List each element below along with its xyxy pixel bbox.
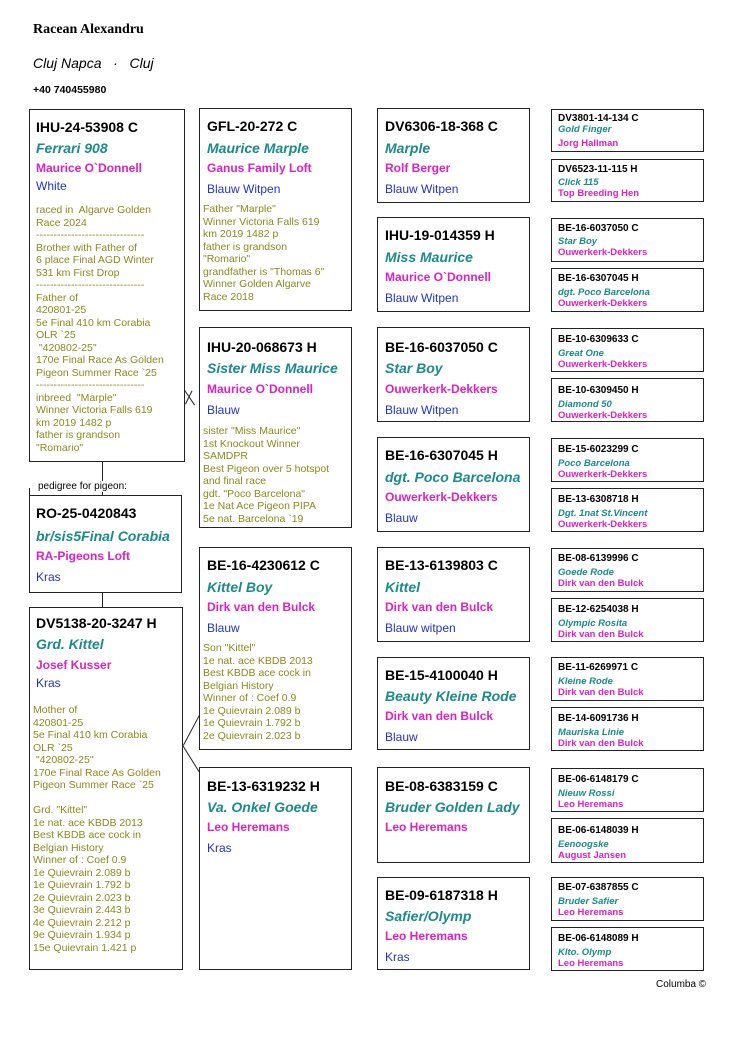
- pigeon-color: Blauw: [207, 403, 240, 417]
- ring-number: GFL-20-272 C: [207, 118, 298, 134]
- gen5-card[interactable]: [551, 218, 704, 262]
- ring-number: BE-10-6309450 H: [558, 385, 639, 396]
- pigeon-color: Kras: [36, 570, 61, 584]
- pigeon-notes: Son "Kittel" 1e nat. ace KBDB 2013 Best KBDB ace cock in Belgian History Winner of : Coef 0.9 1e Quievrain 2.089 b 1e Quievrain 1.792 b 2e Quievrain 2.023 b: [203, 642, 313, 742]
- breeder-name: Ouwerkerk-Dekkers: [558, 519, 648, 530]
- ring-number: DV6523-11-115 H: [558, 164, 638, 175]
- breeder-name: Maurice O`Donnell: [207, 382, 314, 396]
- pigeon-name: dgt. Poco Barcelona: [558, 287, 650, 298]
- breeder-name: Leo Heremans: [385, 929, 468, 943]
- ring-number: BE-11-6269971 C: [558, 662, 639, 673]
- great-grandparent-card[interactable]: [377, 547, 530, 642]
- breeder-name: Leo Heremans: [207, 820, 290, 834]
- gen5-card[interactable]: [551, 548, 704, 592]
- ring-number: BE-08-6139996 C: [558, 553, 639, 564]
- breeder-name: Leo Heremans: [385, 820, 468, 834]
- ring-number: BE-10-6309633 C: [558, 334, 639, 345]
- pigeon-notes: Father "Marple" Winner Victoria Falls 619 km 2019 1482 p father is grandson "Romario" grandfather is "Thomas 6" Winner Golden Algarve Race 2018: [203, 203, 325, 303]
- pigeon-color: Kras: [385, 950, 410, 964]
- gen5-card[interactable]: [551, 109, 704, 152]
- pigeon-color: Blauw: [385, 730, 418, 744]
- great-grandparent-card[interactable]: [377, 877, 530, 970]
- great-grandparent-card[interactable]: [377, 657, 530, 750]
- breeder-name: Dirk van den Bulck: [385, 709, 494, 723]
- ring-number: BE-13-6319232 H: [207, 778, 320, 794]
- pigeon-name: Dgt. 1nat St.Vincent: [558, 508, 648, 519]
- pigeon-color: Blauw Witpen: [385, 291, 459, 305]
- gen5-card[interactable]: [551, 657, 704, 701]
- ring-number: BE-13-6139803 C: [385, 557, 498, 573]
- ring-number: BE-06-6148179 C: [558, 774, 639, 785]
- pigeon-name: Bruder Golden Lady: [385, 799, 520, 815]
- pigeon-name: Beauty Kleine Rode: [385, 688, 517, 704]
- ring-number: BE-14-6091736 H: [558, 713, 639, 724]
- ring-number: IHU-20-068673 H: [207, 339, 317, 355]
- ring-number: DV5138-20-3247 H: [36, 615, 157, 631]
- breeder-name: Ouwerkerk-Dekkers: [558, 359, 648, 370]
- pigeon-name: Star Boy: [558, 236, 598, 247]
- grandsire-card[interactable]: [199, 108, 352, 311]
- pigeon-notes: raced in Algarve Golden Race 2024 ------------------------------- Brother with Father of 6 place Final AGD Winter 531 km First Drop ------------------------------- Father of 420801-25 5e Final 410 km Corabia OLR `25 "420802-25" 170e Final Race As Golden Pigeon Summer Race `25 ------------------------------- inbreed "Marple" Winner Victoria Falls 619 km 2019 1482 p father is grandson "Romario": [36, 204, 164, 454]
- owner-location: Cluj Napca · Cluj: [33, 55, 154, 71]
- breeder-name: RA-Pigeons Loft: [36, 549, 130, 563]
- pedigree-label: pedigree for pigeon:: [38, 481, 127, 492]
- sire-card[interactable]: [29, 109, 185, 462]
- breeder-name: Ouwerkerk-Dekkers: [385, 490, 498, 504]
- breeder-name: Maurice O`Donnell: [385, 270, 492, 284]
- breeder-name: Ouwerkerk-Dekkers: [558, 410, 648, 421]
- breeder-name: Leo Heremans: [558, 907, 624, 918]
- breeder-name: Jorg Hallman: [558, 138, 619, 149]
- pigeon-name: Safier/Olymp: [385, 908, 472, 924]
- gen5-card[interactable]: [551, 268, 704, 312]
- ring-number: BE-08-6383159 C: [385, 778, 498, 794]
- pigeon-color: White: [36, 179, 67, 193]
- breeder-name: Dirk van den Bulck: [558, 578, 644, 589]
- ring-number: BE-16-6307045 H: [558, 273, 639, 284]
- pigeon-name: Eenoogske: [558, 839, 609, 850]
- ring-number: BE-12-6254038 H: [558, 604, 639, 615]
- ring-number: DV3801-14-134 C: [558, 113, 639, 124]
- breeder-name: August Jansen: [558, 850, 627, 861]
- breeder-name: Top Breeding Hen: [558, 188, 640, 199]
- owner-phone: +40 740455980: [33, 84, 107, 96]
- breeder-name: Rolf Berger: [385, 161, 451, 175]
- ring-number: BE-15-4100040 H: [385, 667, 498, 683]
- breeder-name: Ouwerkerk-Dekkers: [558, 247, 648, 258]
- ring-number: RO-25-0420843: [36, 505, 137, 521]
- dam-card[interactable]: [29, 607, 183, 970]
- subject-card[interactable]: [29, 495, 182, 593]
- pigeon-name: Kittel: [385, 579, 420, 595]
- ring-number: BE-09-6187318 H: [385, 887, 498, 903]
- breeder-name: Dirk van den Bulck: [558, 629, 644, 640]
- ring-number: BE-07-6387855 C: [558, 882, 639, 893]
- gen5-card[interactable]: [551, 598, 704, 642]
- pigeon-color: Blauw: [385, 511, 418, 525]
- pigeon-name: Poco Barcelona: [558, 458, 630, 469]
- gen5-card[interactable]: [551, 927, 704, 971]
- pigeon-color: Kras: [207, 841, 232, 855]
- gen5-card[interactable]: [551, 877, 704, 921]
- pigeon-name: Diamond 50: [558, 399, 612, 410]
- pigeon-name: Bruder Safier: [558, 896, 619, 907]
- granddam-card[interactable]: [199, 327, 352, 528]
- pigeon-name: Sister Miss Maurice: [207, 360, 338, 376]
- footer-credit: Columba ©: [656, 979, 707, 990]
- pigeon-color: Kras: [36, 676, 61, 690]
- owner-name: Racean Alexandru: [33, 22, 144, 37]
- breeder-name: Dirk van den Bulck: [558, 738, 644, 749]
- breeder-name: Josef Kusser: [36, 658, 112, 672]
- pigeon-name: Ferrari 908: [36, 140, 108, 156]
- pigeon-name: Click 115: [558, 177, 599, 188]
- great-grandparent-card[interactable]: [377, 108, 530, 203]
- gen5-card[interactable]: [551, 328, 704, 372]
- breeder-name: Ouwerkerk-Dekkers: [558, 298, 648, 309]
- ring-number: BE-16-4230612 C: [207, 557, 320, 573]
- great-grandparent-card[interactable]: [377, 437, 530, 532]
- pigeon-name: Miss Maurice: [385, 249, 473, 265]
- pigeon-color: Blauw witpen: [385, 621, 456, 635]
- granddam-card[interactable]: [199, 767, 352, 970]
- pigeon-notes: sister "Miss Maurice" 1st Knockout Winner SAMDPR Best Pigeon over 5 hotspot and final race gdt. "Poco Barcelona" 1e Nat Ace Pigeon PIPA 5e nat. Barcelona `19: [203, 425, 330, 525]
- pigeon-color: Blauw Witpen: [207, 182, 281, 196]
- breeder-name: Ouwerkerk-Dekkers: [558, 469, 648, 480]
- pigeon-name: Nieuw Rossi: [558, 788, 615, 799]
- gen5-card[interactable]: [551, 768, 704, 812]
- pigeon-notes: Mother of 420801-25 5e Final 410 km Corabia OLR `25 "420802-25" 170e Final Race As Golden Pigeon Summer Race `25 Grd. "Kittel" 1e nat. ace KBDB 2013 Best KBDB ace cock in Belgian History Winner of : Coef 0.9 1e Quievrain 2.089 b 1e Quievrain 1.792 b 2e Quievrain 2.023 b 3e Quievrain 2.443 b 4e Quievrain 2.212 p 9e Quievrain 1.934 p 15e Quievrain 1.421 p: [33, 704, 161, 954]
- breeder-name: Ganus Family Loft: [207, 161, 312, 175]
- pigeon-name: Marple: [385, 140, 431, 156]
- pigeon-name: Great One: [558, 348, 604, 359]
- breeder-name: Leo Heremans: [558, 958, 624, 969]
- grandsire-card[interactable]: [199, 547, 352, 750]
- gen5-card[interactable]: [551, 378, 704, 422]
- breeder-name: Dirk van den Bulck: [558, 687, 644, 698]
- breeder-name: Ouwerkerk-Dekkers: [385, 382, 498, 396]
- pigeon-name: Grd. Kittel: [36, 636, 104, 652]
- pigeon-name: Goede Rode: [558, 567, 614, 578]
- gen5-card[interactable]: [551, 438, 704, 482]
- gen5-card[interactable]: [551, 159, 704, 202]
- pigeon-color: Blauw Witpen: [385, 403, 459, 417]
- ring-number: IHU-19-014359 H: [385, 227, 495, 243]
- ring-number: BE-16-6037050 C: [385, 339, 498, 355]
- great-grandparent-card[interactable]: [377, 327, 530, 422]
- pigeon-color: Blauw: [207, 621, 240, 635]
- pigeon-name: Kittel Boy: [207, 579, 273, 595]
- ring-number: BE-13-6308718 H: [558, 494, 639, 505]
- pigeon-name: Klto. Olymp: [558, 947, 612, 958]
- breeder-name: Dirk van den Bulck: [385, 600, 494, 614]
- pigeon-name: Mauriska Linie: [558, 727, 624, 738]
- ring-number: IHU-24-53908 C: [36, 119, 138, 135]
- connector-line: [102, 593, 103, 607]
- gen5-card[interactable]: [551, 488, 704, 532]
- gen5-card[interactable]: [551, 707, 704, 751]
- ring-number: BE-15-6023299 C: [558, 444, 639, 455]
- pigeon-name: Star Boy: [385, 360, 443, 376]
- great-grandparent-card[interactable]: [377, 767, 530, 863]
- great-grandparent-card[interactable]: [377, 217, 530, 312]
- ring-number: BE-16-6037050 C: [558, 223, 639, 234]
- gen5-card[interactable]: [551, 818, 704, 863]
- breeder-name: Leo Heremans: [558, 799, 624, 810]
- ring-number: BE-16-6307045 H: [385, 447, 498, 463]
- breeder-name: Dirk van den Bulck: [207, 600, 316, 614]
- pigeon-name: br/sis5Final Corabia: [36, 528, 170, 544]
- pigeon-name: Gold Finger: [558, 124, 612, 135]
- breeder-name: Maurice O`Donnell: [36, 161, 143, 175]
- ring-number: BE-06-6148089 H: [558, 933, 639, 944]
- pigeon-color: Blauw Witpen: [385, 182, 459, 196]
- pigeon-name: Kleine Rode: [558, 676, 613, 687]
- pigeon-name: Maurice Marple: [207, 140, 309, 156]
- pigeon-name: dgt. Poco Barcelona: [385, 469, 521, 485]
- ring-number: DV6306-18-368 C: [385, 118, 498, 134]
- pigeon-name: Olympic Rosita: [558, 618, 628, 629]
- ring-number: BE-06-6148039 H: [558, 825, 639, 836]
- pigeon-name: Va. Onkel Goede: [207, 799, 318, 815]
